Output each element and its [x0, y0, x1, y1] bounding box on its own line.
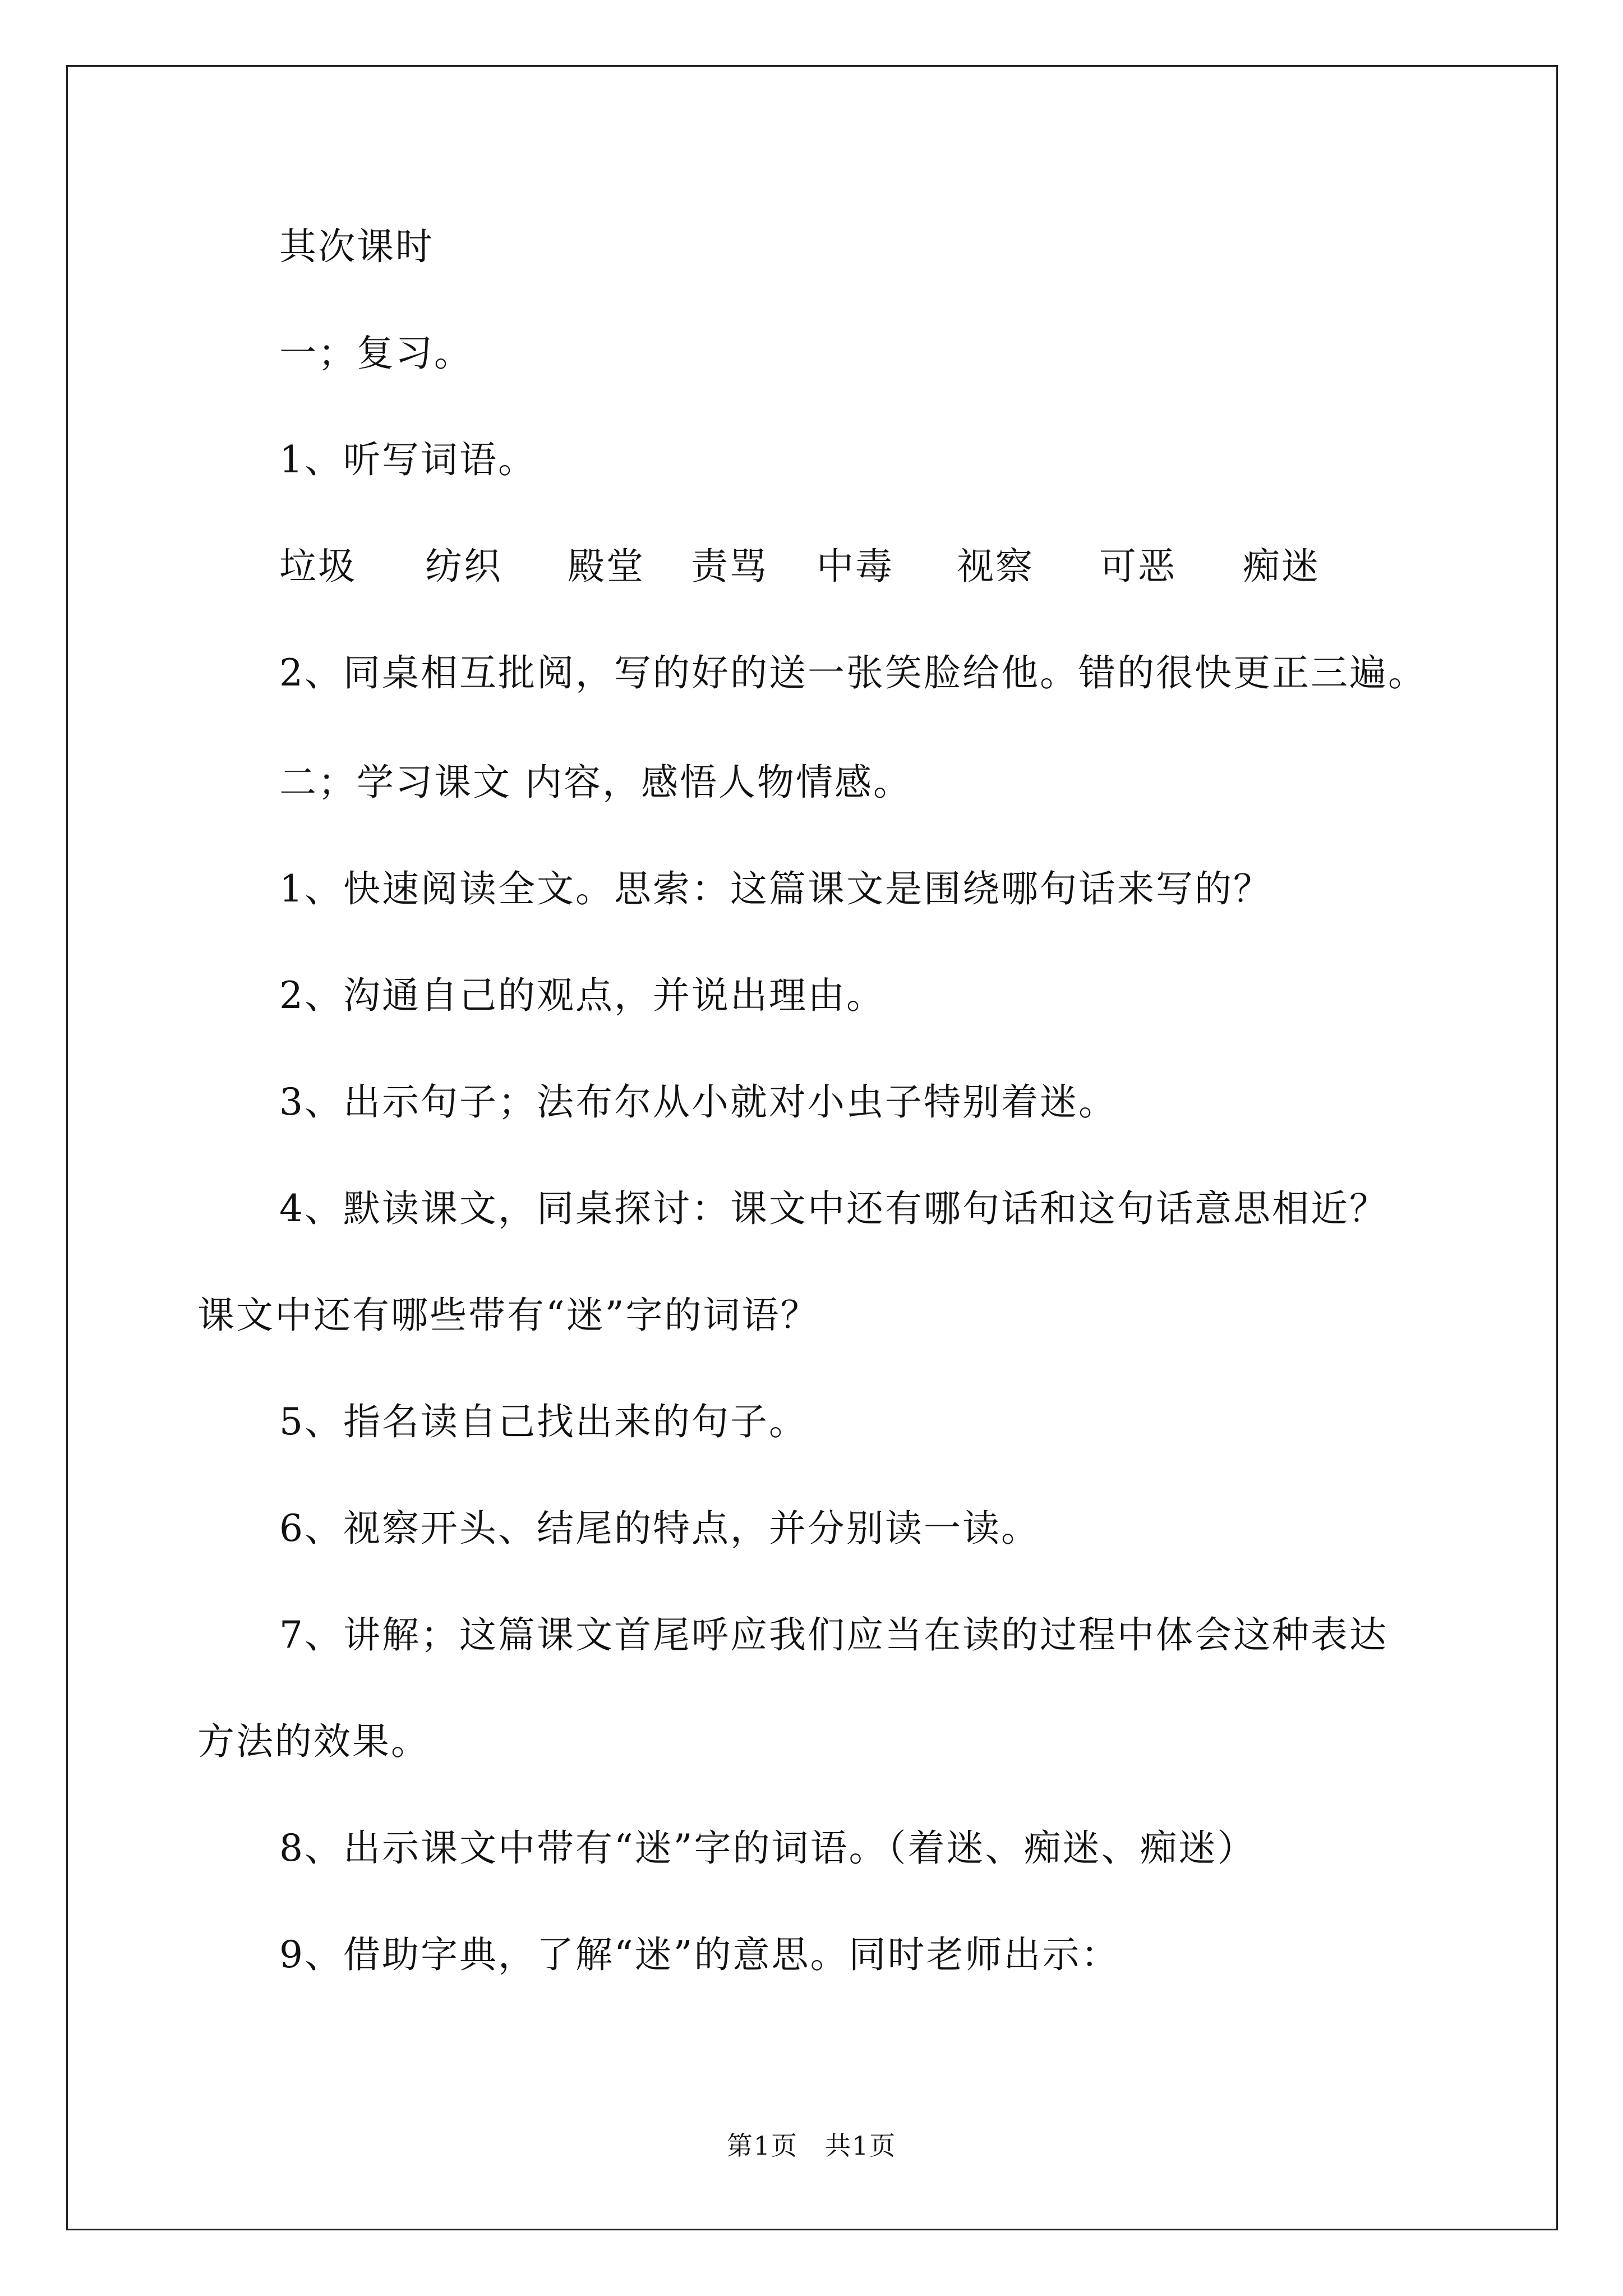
vocab-word: 痴迷: [1243, 545, 1320, 588]
vocab-word: 视察: [957, 545, 1034, 588]
item-explain-cont: 方法的效果。: [197, 1720, 430, 1763]
heading-review: 一；复习。: [279, 332, 473, 375]
page-border: [66, 65, 1558, 2230]
item-silent-read: 4、默读课文，同桌探讨：课文中还有哪句话和这句话意思相近？: [279, 1187, 1388, 1230]
section-title: 其次课时: [279, 225, 434, 268]
vocab-word: 中毒: [817, 545, 894, 588]
vocab-word: 责骂: [691, 545, 768, 588]
vocab-word: 纺织: [425, 545, 502, 588]
item-read-sentences: 5、指名读自己找出来的句子。: [279, 1400, 808, 1443]
page-footer: 第1页 共1页: [726, 2131, 897, 2161]
vocab-word: 垃圾: [279, 545, 357, 588]
item-fast-read: 1、快速阅读全文。思索：这篇课文是围绕哪句话来写的？: [279, 867, 1272, 910]
item-share-views: 2、沟通自己的观点，并说出理由。: [279, 974, 885, 1017]
item-explain: 7、讲解；这篇课文首尾呼应我们应当在读的过程中体会这种表达: [279, 1613, 1388, 1657]
item-show-sentence: 3、出示句子；法布尔从小就对小虫子特别着迷。: [279, 1080, 1117, 1124]
item-peer-review: 2、同桌相互批阅，写的好的送一张笑脸给他。错的很快更正三遍。: [279, 651, 1427, 694]
item-silent-read-cont: 课文中还有哪些带有“迷”字的词语？: [197, 1294, 819, 1337]
vocab-word: 殿堂: [568, 545, 645, 588]
vocab-word: 可恶: [1099, 545, 1177, 588]
item-observe-structure: 6、视察开头、结尾的特点，并分别读一读。: [279, 1507, 1040, 1550]
item-dictation: 1、听写词语。: [279, 438, 537, 481]
item-show-words: 8、出示课文中带有“迷”字的词语。（着迷、痴迷、痴迷）: [279, 1826, 1256, 1870]
item-dictionary: 9、借助字典，了解“迷”的意思。同时老师出示：: [279, 1933, 1120, 1976]
heading-study-text: 二；学习课文 内容，感悟人物情感。: [279, 761, 912, 804]
